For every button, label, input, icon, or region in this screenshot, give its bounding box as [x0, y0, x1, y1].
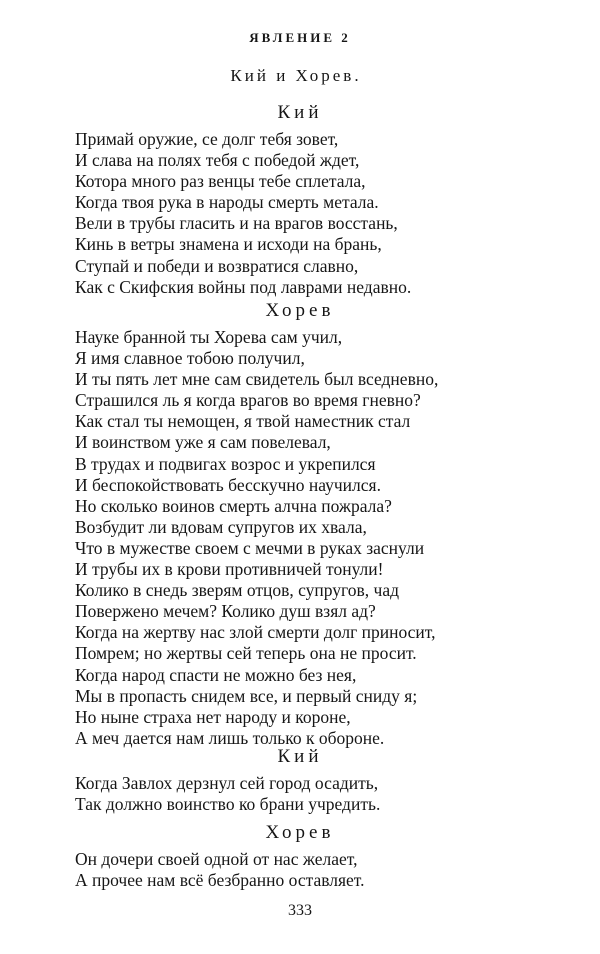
verse-line: Возбудит ли вдовам супругов их хвала, — [75, 516, 367, 537]
verse-line: А меч дается нам лишь только к обороне. — [75, 727, 385, 748]
page-number: 333 — [288, 902, 312, 919]
verse-line: Науке бранной ты Хорева сам учил, — [75, 327, 343, 347]
verse-line: И ты пять лет мне сам свидетель был вседневно, — [75, 369, 439, 390]
verse-line: В трудах и подвигах возрос и укрепился — [75, 453, 376, 474]
scene-heading: ЯВЛЕНИЕ 2 — [249, 30, 351, 45]
verse-line: Так должно воинство ко брани учредить. — [75, 794, 381, 815]
verse-line: Я имя славное тобою получил, — [75, 348, 305, 369]
verse-line: Мы в пропасть снидем все, и первый сниду я; — [75, 685, 418, 706]
speech-block — [75, 849, 565, 891]
verse-line: Он дочери своей одной от нас желает, — [75, 849, 358, 869]
verse-line: Котора много раз венцы тебе сплетала, — [75, 171, 366, 192]
speech-block — [75, 129, 565, 298]
verse-line: Когда Завлох дерзнул сей город осадить, — [75, 773, 379, 793]
verse-line: А прочее нам всё безбранно оставляет. — [75, 870, 365, 891]
verse-line: Колико в снедь зверям отцов, супругов, чад — [75, 580, 400, 601]
verse-line: И беспокойствовать бесскучно научился. — [75, 474, 381, 495]
speaker-name: Кий — [277, 102, 323, 123]
verse-line: И трубы их в крови противничей тонули! — [75, 559, 384, 580]
verse-line: Но сколько воинов смерть алчна пожрала? — [75, 495, 392, 516]
verse-line: Кинь в ветры знамена и исходи на брань, — [75, 234, 382, 255]
verse-line: Страшился ль я когда врагов во время гневно? — [75, 390, 421, 411]
verse-line: Когда твоя рука в народы смерть метала. — [75, 192, 379, 213]
verse-line: Ступай и победи и возвратися славно, — [75, 255, 359, 276]
verse-line: Помрем; но жертвы сей теперь она не просит. — [75, 643, 417, 664]
verse-line: Как стал ты немощен, я твой наместник стал — [75, 411, 411, 432]
verse-line: И воинством уже я сам повелевал, — [75, 432, 331, 453]
verse-line: Вели в трубы гласить и на врагов восстань, — [75, 213, 398, 234]
speaker-name: Хорев — [265, 300, 335, 321]
speech-block — [75, 327, 565, 749]
scene-characters: Кий и Хорев. — [230, 66, 362, 85]
verse-line: Повержено мечем? Колико душ взял ад? — [75, 601, 376, 622]
speaker-name: Хорев — [265, 822, 335, 843]
verse-line: Что в мужестве своем с мечми в руках заснули — [75, 537, 425, 558]
verse-line: Когда народ спасти не можно без нея, — [75, 664, 357, 685]
verse-line: Но ныне страха нет народу и короне, — [75, 706, 351, 727]
verse-line: Как с Скифския войны под лаврами недавно. — [75, 276, 412, 297]
verse-line: Когда на жертву нас злой смерти долг приносит, — [75, 622, 436, 643]
speaker-name: Кий — [277, 746, 323, 767]
speech-block — [75, 773, 565, 815]
verse-line: Примай оружие, се долг тебя зовет, — [75, 129, 339, 149]
verse-line: И слава на полях тебя с победой ждет, — [75, 150, 360, 171]
